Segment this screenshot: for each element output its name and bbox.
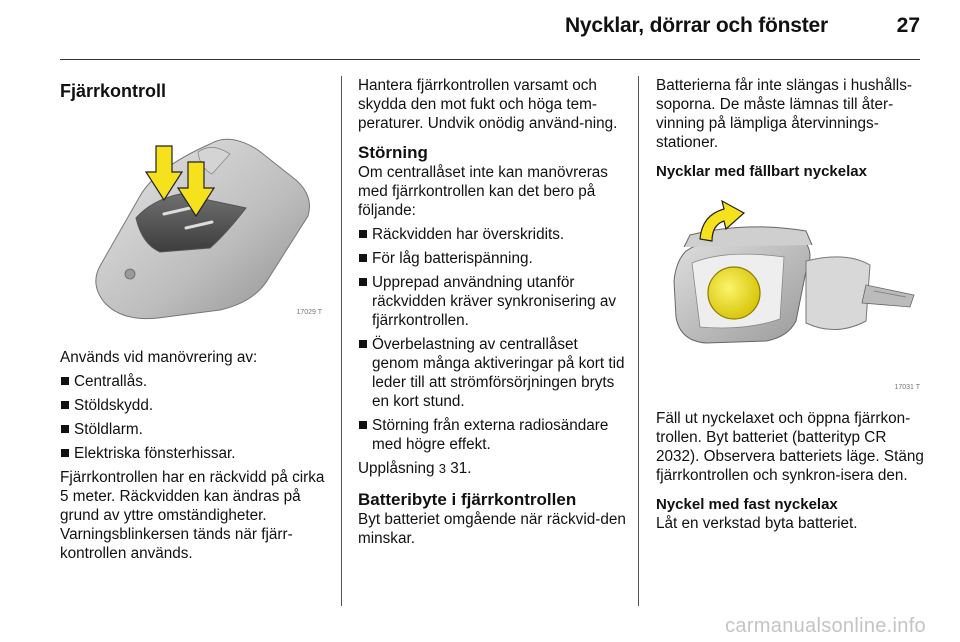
column-divider-1 <box>341 76 342 606</box>
bullet-item: Stöldlarm. <box>60 420 326 439</box>
bullet-item: Överbelastning av centrallåset genom många aktiveringar på kort tid leder till att strömförsörjningen bryts en kort stund. <box>358 335 626 411</box>
section-heading-remote: Fjärrkontroll <box>60 81 167 101</box>
bullet-item: Räckvidden har överskridits. <box>358 225 626 244</box>
key-blade <box>862 285 914 307</box>
unlock-ref-text: Upplåsning <box>358 460 435 477</box>
used-for-text: Används vid manövrering av: <box>60 349 258 366</box>
header-rule <box>60 59 920 60</box>
disposal-paragraph: Batterierna får inte slängas i hushålls-soporna. De måste lämnas till åter-vinning på lämpliga återvinnings-stationer. <box>656 77 912 151</box>
unlock-ref-page: 31. <box>450 460 472 477</box>
column-2 <box>358 76 626 548</box>
section-heading-battery: Batteribyte i fjärrkontrollen <box>358 490 577 509</box>
bullet-square <box>359 340 367 348</box>
section-heading-fixed: Nyckel med fast nyckelax <box>656 496 838 513</box>
section-heading-foldable: Nycklar med fällbart nyckelax <box>656 163 867 180</box>
bullet-square <box>61 449 69 457</box>
bullet-item: Störning från externa radiosändare med högre effekt. <box>358 416 626 454</box>
header-title: Nycklar, dörrar och fönster <box>564 14 828 37</box>
unlock-reference <box>358 459 626 478</box>
coin-battery <box>708 267 760 319</box>
range-paragraph: Fjärrkontrollen har en räckvidd på cirka 5 meter. Räckvidden kan ändras på grund av yttre omständigheter. Varningsblinkersen tänds när fjärr-kontrollen används. <box>60 469 325 562</box>
page-number: 27 <box>896 14 920 37</box>
bullet-item: Stöldskydd. <box>60 396 326 415</box>
bullet-square <box>61 377 69 385</box>
fixed-paragraph: Låt en verkstad byta batteriet. <box>656 515 858 532</box>
bullet-item: Elektriska fönsterhissar. <box>60 444 326 463</box>
figure-remote-buttons <box>60 116 326 326</box>
page-ref-arrow-icon: 3 <box>438 461 447 476</box>
bullet-square <box>61 425 69 433</box>
watermark: carmanualsonline.info <box>725 615 926 637</box>
bullet-square <box>359 254 367 262</box>
handling-paragraph: Hantera fjärrkontrollen varsamt och skydda den mot fukt och höga tem-peraturer. Undvik onödig använd-ning. <box>358 77 618 132</box>
bullet-item: Centrallås. <box>60 372 326 391</box>
foldable-paragraph: Fäll ut nyckelaxet och öppna fjärrkon-trollen. Byt batteriet (batterityp CR 2032). Observera batteriets läge. Stäng fjärrkontrollen och synkron-isera den. <box>656 410 924 484</box>
battery-paragraph: Byt batteriet omgående när räckvid-den minskar. <box>358 511 626 547</box>
remote-key-illustration <box>60 116 326 326</box>
figure-id: 17031 T <box>894 384 920 391</box>
bullet-item: För låg batterispänning. <box>358 249 626 268</box>
bullet-square <box>359 421 367 429</box>
battery-replace-illustration <box>656 191 924 401</box>
figure-battery-replace <box>656 191 924 401</box>
bullet-square <box>61 401 69 409</box>
column-divider-2 <box>638 76 639 606</box>
column-3 <box>656 76 926 533</box>
column-1 <box>60 76 326 563</box>
bullet-square <box>359 230 367 238</box>
section-heading-fault: Störning <box>358 143 428 162</box>
fault-intro: Om centrallåset inte kan manövreras med fjärrkontrollen kan det bero på följande: <box>358 164 608 219</box>
figure-id: 17029 T <box>296 309 322 316</box>
bullet-square <box>359 278 367 286</box>
bullet-item: Upprepad användning utanför räckvidden kräver synkronisering av fjärrkontrollen. <box>358 273 626 330</box>
